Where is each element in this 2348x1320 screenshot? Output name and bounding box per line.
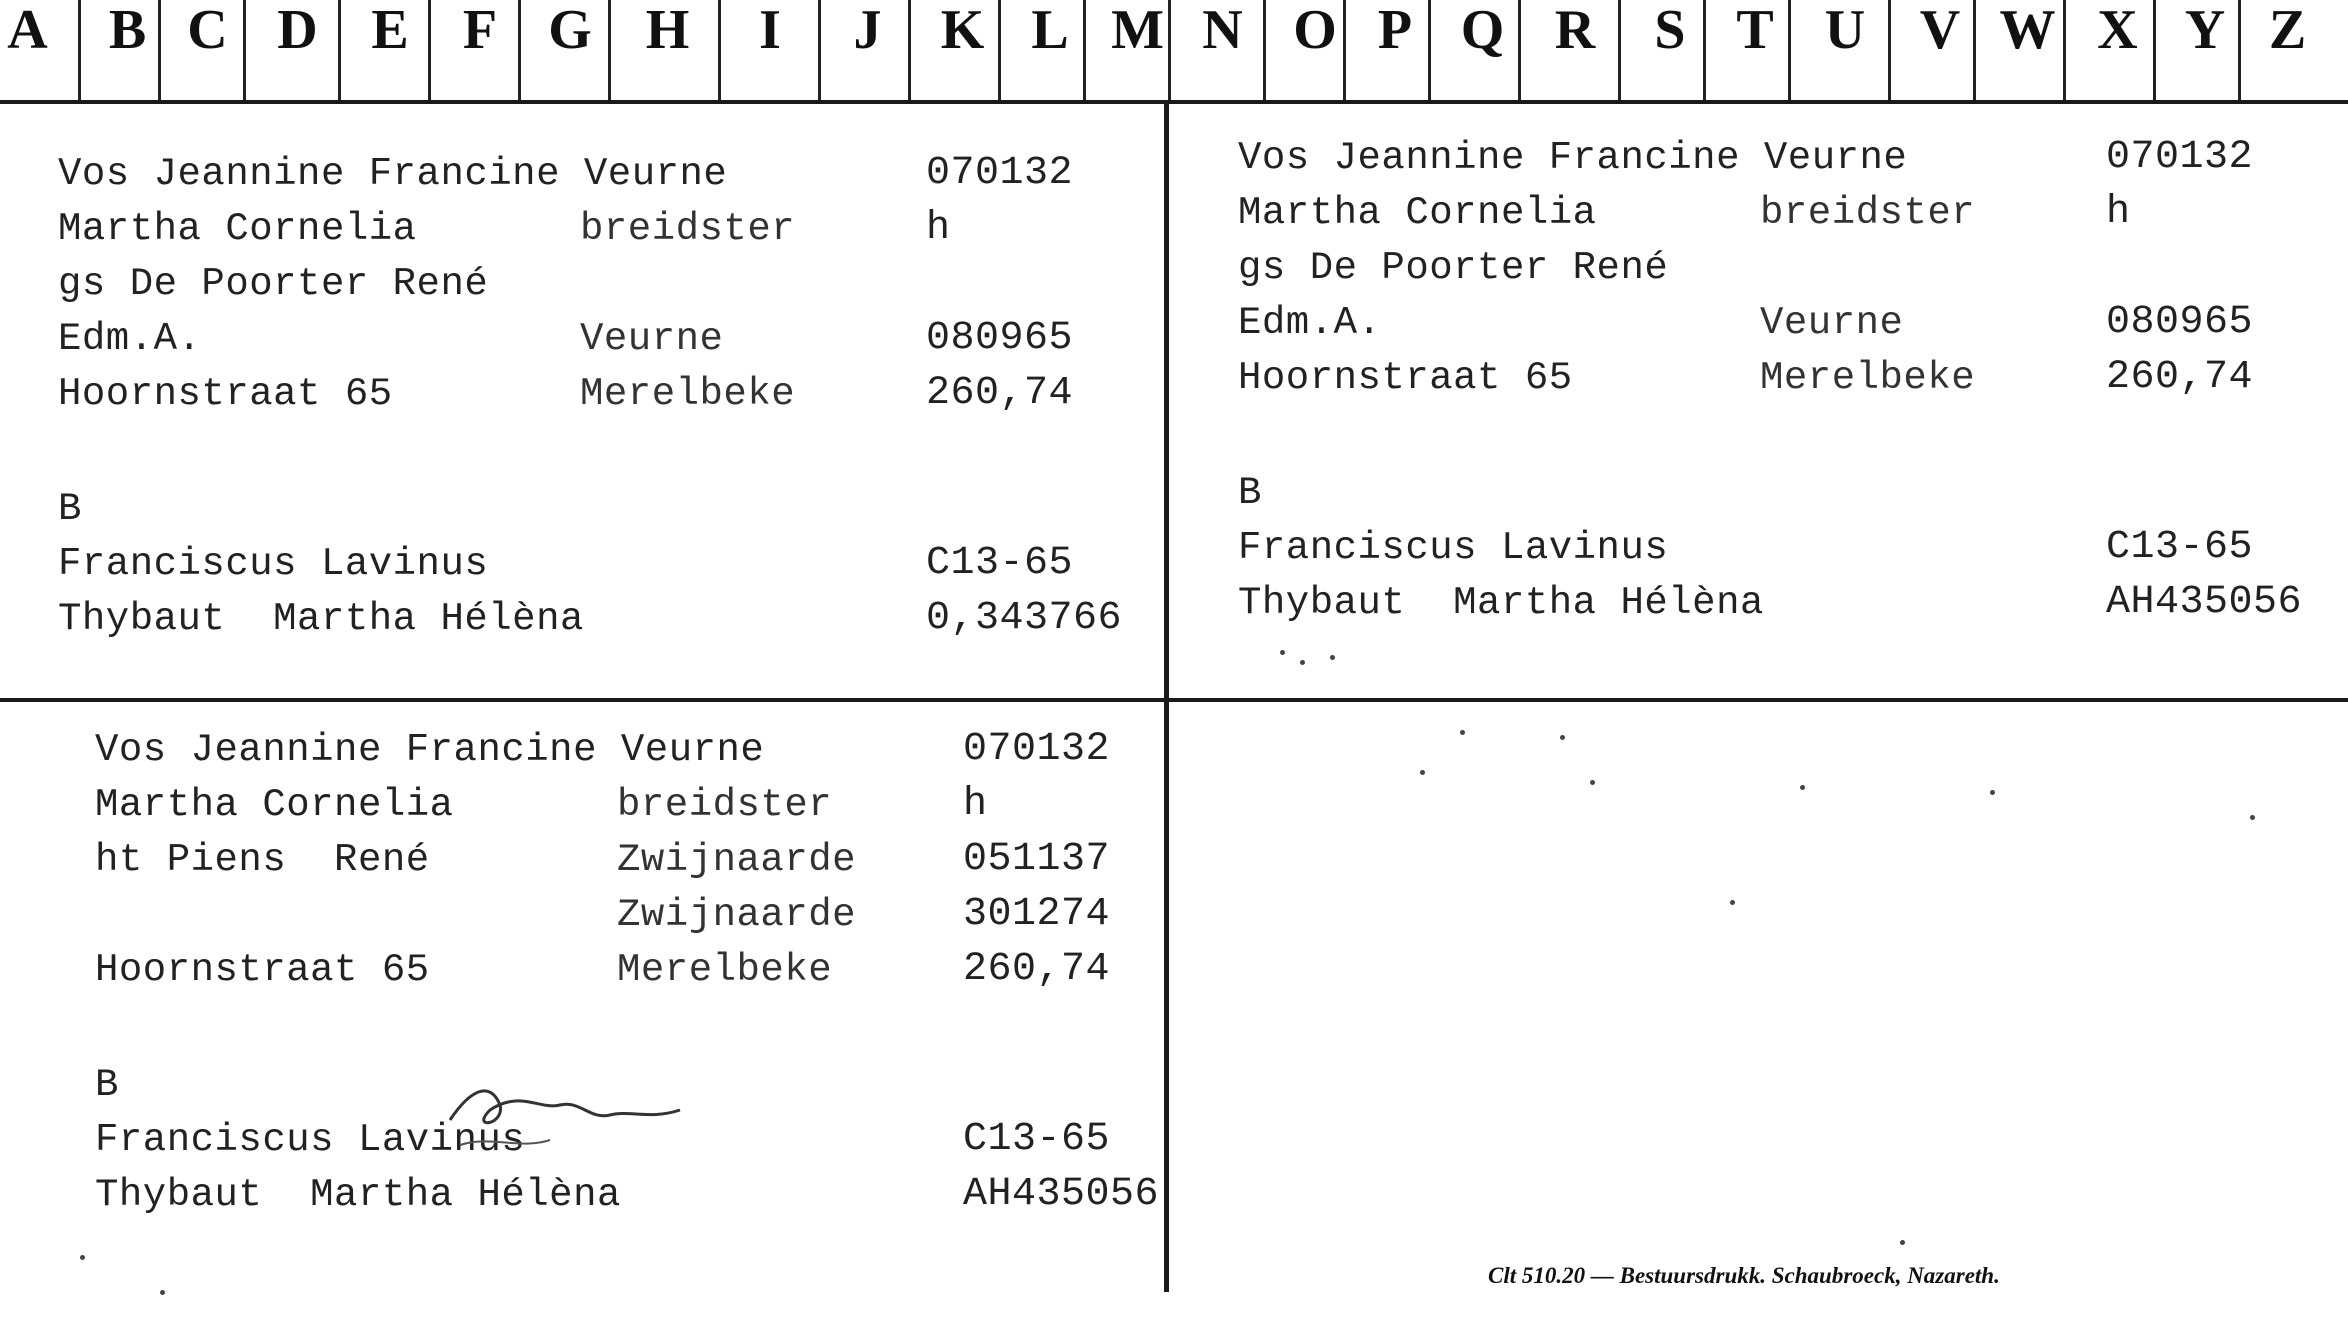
record-name-text: gs De Poorter René: [1238, 246, 1669, 290]
letter-separator: [718, 0, 721, 102]
record-mid-text: Merelbeke: [1760, 356, 1976, 400]
record-name-text: Thybaut Martha Hélèna: [1238, 581, 1764, 625]
record-name-text: Martha Cornelia: [95, 783, 454, 827]
middle-divider: [0, 698, 2348, 702]
record-name-text: Hoornstraat 65: [95, 948, 430, 992]
scan-speck: [2250, 815, 2255, 820]
record-mid-text: breidster: [617, 783, 833, 827]
scan-speck: [1300, 660, 1305, 665]
record-num-text: 260,74: [2106, 355, 2254, 400]
record-num-text: 070132: [926, 151, 1074, 196]
record-num-text: h: [926, 206, 951, 251]
letter-separator: [908, 0, 911, 102]
index-letter-w: W: [1999, 0, 2056, 61]
record-num-text: h: [963, 782, 988, 827]
record-name-text: Vos Jeannine Francine Veurne: [58, 152, 728, 196]
letter-separator: [1788, 0, 1791, 102]
index-letter-d: D: [277, 0, 318, 61]
index-letter-h: H: [645, 0, 690, 61]
record-name-text: gs De Poorter René: [58, 262, 489, 306]
record-name-text: Hoornstraat 65: [58, 372, 393, 416]
index-letter-a: A: [7, 0, 48, 61]
letter-separator: [608, 0, 611, 102]
record-name-text: Franciscus Lavinus: [1238, 526, 1669, 570]
record-name-text: Hoornstraat 65: [1238, 356, 1573, 400]
letter-separator: [1518, 0, 1521, 102]
letter-separator: [818, 0, 821, 102]
scan-speck: [1420, 770, 1425, 775]
index-letter-b: B: [108, 0, 147, 61]
scan-speck: [1590, 780, 1595, 785]
record-name-text: Thybaut Martha Hélèna: [95, 1173, 621, 1217]
scan-speck: [1460, 730, 1465, 735]
scan-speck: [160, 1290, 165, 1295]
handwritten-signature: [430, 1050, 710, 1190]
index-letter-r: R: [1554, 0, 1596, 61]
record-num-text: C13-65: [2106, 525, 2254, 570]
record-num-text: C13-65: [926, 541, 1074, 586]
center-divider: [1164, 100, 1169, 1292]
index-letter-z: Z: [2268, 0, 2307, 61]
record-name-text: Martha Cornelia: [1238, 191, 1597, 235]
index-letter-g: G: [548, 0, 592, 61]
letter-separator: [1703, 0, 1706, 102]
index-letter-p: P: [1377, 0, 1413, 61]
index-letter-u: U: [1824, 0, 1866, 61]
index-letter-m: M: [1111, 0, 1164, 61]
index-letter-c: C: [187, 0, 228, 61]
record-mid-text: Zwijnaarde: [617, 893, 857, 937]
index-letter-t: T: [1736, 0, 1774, 61]
letter-separator: [1343, 0, 1346, 102]
printer-imprint: Clt 510.20 — Bestuursdrukk. Schaubroeck, Nazareth.: [1488, 1263, 2000, 1288]
index-letter-j: J: [853, 0, 882, 61]
letter-separator: [2238, 0, 2241, 102]
letter-separator: [338, 0, 341, 102]
record-mid-text: Zwijnaarde: [617, 838, 857, 882]
record-name-text: Franciscus Lavinus: [95, 1118, 526, 1162]
record-name-text: ht Piens René: [95, 838, 430, 882]
index-letter-s: S: [1654, 0, 1686, 61]
scan-speck: [1280, 650, 1285, 655]
letter-separator: [1083, 0, 1086, 102]
record-mid-text: Veurne: [580, 317, 724, 361]
letter-separator: [1618, 0, 1621, 102]
record-name-text: B: [58, 487, 82, 531]
letter-separator: [243, 0, 246, 102]
record-mid-text: breidster: [1760, 191, 1976, 235]
record-num-text: 080965: [926, 316, 1074, 361]
letter-separator: [2153, 0, 2156, 102]
record-num-text: 070132: [963, 727, 1111, 772]
index-letter-v: V: [1919, 0, 1961, 61]
record-num-text: 080965: [2106, 300, 2254, 345]
letter-separator: [518, 0, 521, 102]
record-num-text: 260,74: [963, 947, 1111, 992]
record-num-text: 051137: [963, 837, 1111, 882]
letter-separator: [2063, 0, 2066, 102]
record-name-text: Vos Jeannine Francine Veurne: [1238, 136, 1908, 180]
index-letter-i: I: [759, 0, 781, 61]
index-letter-n: N: [1202, 0, 1243, 61]
letter-separator: [78, 0, 81, 102]
record-name-text: B: [1238, 471, 1262, 515]
record-name-text: Thybaut Martha Hélèna: [58, 597, 584, 641]
record-name-text: Edm.A.: [58, 317, 202, 361]
record-num-text: h: [2106, 190, 2131, 235]
record-num-text: C13-65: [963, 1117, 1111, 1162]
record-mid-text: Merelbeke: [580, 372, 796, 416]
record-name-text: Martha Cornelia: [58, 207, 417, 251]
letter-separator: [158, 0, 161, 102]
letter-separator: [1263, 0, 1266, 102]
index-letter-k: K: [940, 0, 985, 61]
index-letter-y: Y: [2184, 0, 2226, 61]
scan-speck: [1730, 900, 1735, 905]
record-mid-text: Merelbeke: [617, 948, 833, 992]
letter-separator: [428, 0, 431, 102]
record-mid-text: Veurne: [1760, 301, 1904, 345]
scan-speck: [1330, 655, 1335, 660]
letter-separator: [1428, 0, 1431, 102]
scan-speck: [1800, 785, 1805, 790]
record-num-text: 301274: [963, 892, 1111, 937]
record-num-text: 070132: [2106, 135, 2254, 180]
record-num-text: 260,74: [926, 371, 1074, 416]
record-num-text: AH435056: [963, 1172, 1160, 1217]
scan-speck: [1560, 735, 1565, 740]
index-letter-q: Q: [1460, 0, 1505, 61]
record-name-text: Franciscus Lavinus: [58, 542, 489, 586]
scan-speck: [80, 1255, 85, 1260]
header-divider: [0, 100, 2348, 104]
scan-speck: [1900, 1240, 1905, 1245]
index-letter-l: L: [1031, 0, 1069, 61]
alphabet-index-header: [0, 0, 2348, 90]
index-letter-x: X: [2097, 0, 2138, 61]
index-letter-e: E: [371, 0, 409, 61]
record-mid-text: breidster: [580, 207, 796, 251]
index-letter-f: F: [462, 0, 498, 61]
scan-speck: [1990, 790, 1995, 795]
letter-separator: [1973, 0, 1976, 102]
index-letter-o: O: [1293, 0, 1337, 61]
record-num-text: 0,343766: [926, 596, 1123, 641]
letter-separator: [1888, 0, 1891, 102]
record-name-text: B: [95, 1063, 119, 1107]
letter-separator: [1168, 0, 1171, 102]
letter-separator: [998, 0, 1001, 102]
record-num-text: AH435056: [2106, 580, 2303, 625]
record-name-text: Edm.A.: [1238, 301, 1382, 345]
record-name-text: Vos Jeannine Francine Veurne: [95, 728, 765, 772]
